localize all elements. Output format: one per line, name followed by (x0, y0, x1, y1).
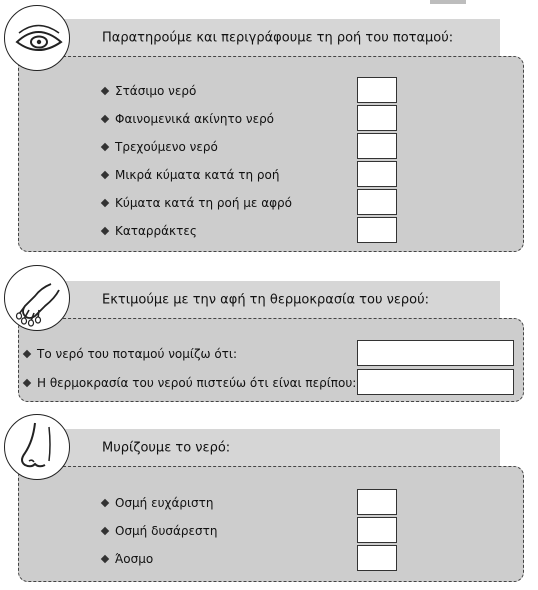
option-label: Κύματα κατά τη ροή με αφρό (115, 196, 292, 210)
smell-option-1 (102, 496, 214, 510)
sight-checkbox-6[interactable] (357, 217, 397, 243)
sight-option-1 (102, 84, 196, 98)
bullet-icon (101, 555, 109, 563)
option-label: Στάσιμο νερό (115, 84, 197, 98)
touch-field-2-input[interactable] (357, 369, 514, 395)
page-corner-tab (430, 0, 466, 4)
option-label: Μικρά κύματα κατά τη ροή (115, 168, 280, 182)
bullet-icon (23, 379, 31, 387)
touch-header (38, 281, 500, 319)
option-label: Τρεχούμενο νερό (115, 140, 218, 154)
sight-checkbox-1[interactable] (357, 77, 397, 103)
touch-title: Εκτιμούμε με την αφή τη θερμοκρασία του νερού: (102, 292, 429, 308)
sight-panel (18, 56, 524, 252)
field-label: Η θερμοκρασία του νερού πιστεύω ότι είναι περίπου: (37, 376, 357, 390)
smell-checkbox-2[interactable] (357, 517, 397, 543)
touch-field-2-label (24, 376, 356, 390)
bullet-icon (101, 227, 109, 235)
smell-option-2 (102, 524, 217, 538)
option-label: Καταρράκτες (115, 224, 197, 238)
option-label: Άοσμο (115, 552, 154, 566)
sight-checkbox-4[interactable] (357, 161, 397, 187)
sight-checkbox-2[interactable] (357, 105, 397, 131)
bullet-icon (101, 499, 109, 507)
sight-option-3 (102, 140, 218, 154)
bullet-icon (23, 350, 31, 358)
touch-field-1-label (24, 347, 237, 361)
sight-title: Παρατηρούμε και περιγράφουμε τη ροή του ποταμού: (102, 30, 454, 46)
bullet-icon (101, 199, 109, 207)
bullet-icon (101, 527, 109, 535)
sight-header (38, 19, 500, 57)
smell-checkbox-3[interactable] (357, 545, 397, 571)
hand-icon (4, 265, 70, 331)
sight-option-4 (102, 168, 279, 182)
bullet-icon (101, 87, 109, 95)
sight-checkbox-5[interactable] (357, 189, 397, 215)
bullet-icon (101, 143, 109, 151)
option-label: Φαινομενικά ακίνητο νερό (115, 112, 275, 126)
smell-header (38, 429, 500, 467)
nose-icon (4, 414, 70, 480)
touch-field-1-input[interactable] (357, 340, 514, 366)
sight-option-2 (102, 112, 274, 126)
sight-option-6 (102, 224, 197, 238)
bullet-icon (101, 115, 109, 123)
option-label: Οσμή δυσάρεστη (115, 524, 218, 538)
field-label: Το νερό του ποταμού νομίζω ότι: (37, 347, 238, 361)
smell-checkbox-1[interactable] (357, 489, 397, 515)
smell-title: Μυρίζουμε το νερό: (102, 440, 231, 456)
sight-option-5 (102, 196, 292, 210)
smell-panel (18, 466, 524, 582)
option-label: Οσμή ευχάριστη (115, 496, 214, 510)
smell-option-3 (102, 552, 153, 566)
eye-icon (4, 5, 70, 71)
bullet-icon (101, 171, 109, 179)
sight-checkbox-3[interactable] (357, 133, 397, 159)
